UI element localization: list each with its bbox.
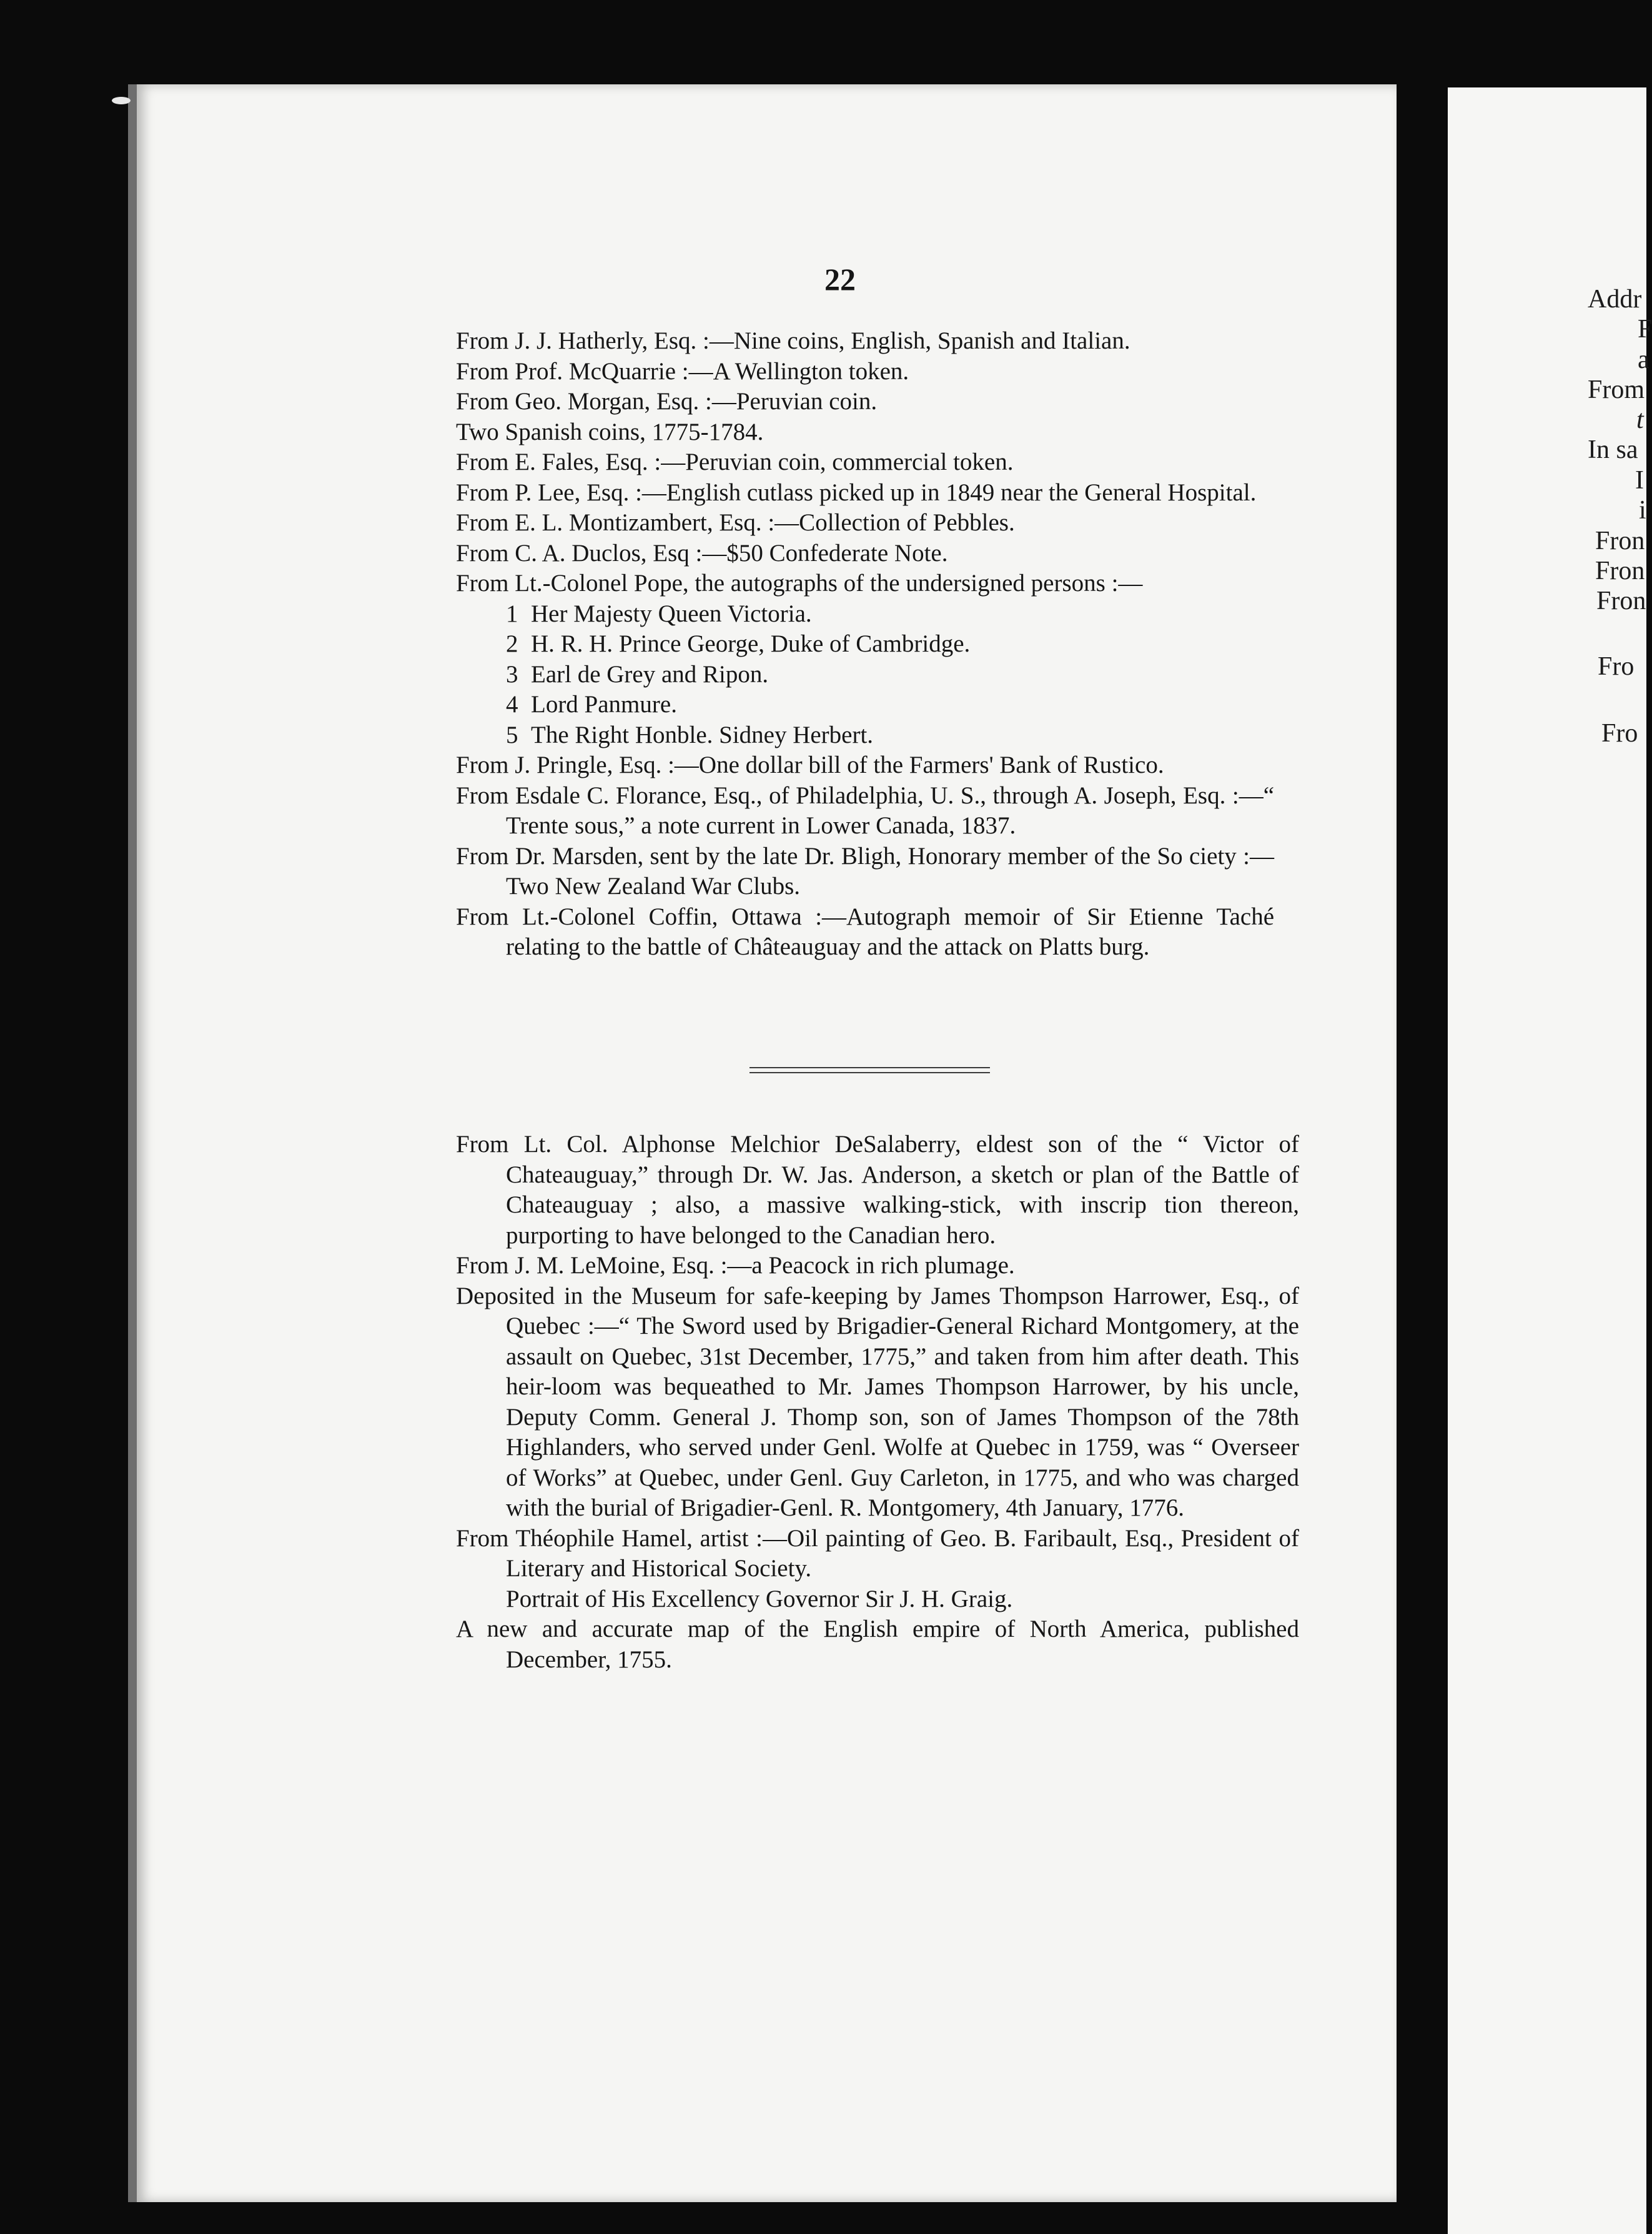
- autograph-name: Her Majesty Queen Victoria.: [531, 600, 812, 627]
- autograph-list-item: [456, 629, 1274, 660]
- donation-entry: From Lt.-Colonel Coffin, Ottawa :—Autograph memoir of Sir Etienne Taché relating to the battle of Châteauguay and the attack on Platts burg.: [456, 903, 1274, 960]
- autograph-list-item: [456, 599, 1274, 630]
- autograph-number: 2: [506, 630, 518, 657]
- donation-entry: From Lt. Col. Alphonse Melchior DeSalaberry, eldest son of the “ Victor of Chateauguay,” through Dr. W. Jas. Anderson, a sketch or plan of the Battle of Chateauguay ; also, a massive walking-stick, with inscrip tion thereon, purporting to have belonged to the Canadian hero.: [456, 1131, 1299, 1249]
- donation-entry: From J. J. Hatherly, Esq. :—Nine coins, English, Spanish and Italian.: [456, 327, 1130, 354]
- right-page-fragment: Fro: [1598, 652, 1635, 681]
- autograph-number: 3: [506, 660, 518, 688]
- autograph-number: 5: [506, 721, 518, 748]
- right-page-fragment: i: [1639, 496, 1646, 525]
- donation-entry: From Esdale C. Florance, Esq., of Philadelphia, U. S., through A. Joseph, Esq. :—“ Trente sous,” a note current in Lower Canada, 1837.: [456, 782, 1274, 839]
- donation-entry: From Lt.-Colonel Pope, the autographs of the undersigned persons :—: [456, 570, 1143, 597]
- donations-list-second-section: [456, 1129, 1299, 1675]
- donation-entry: From E. Fales, Esq. :—Peruvian coin, commercial token.: [456, 449, 1014, 475]
- right-page-fragment: Fro: [1601, 719, 1638, 748]
- autograph-name: Lord Panmure.: [531, 691, 677, 718]
- donations-list-first-section: [456, 326, 1274, 963]
- donation-entry: From J. M. LeMoine, Esq. :—a Peacock in rich plumage.: [456, 1252, 1015, 1279]
- donation-entry: Two Spanish coins, 1775-1784.: [456, 418, 764, 445]
- right-page-fragment: a: [1638, 345, 1650, 374]
- donation-entry: From E. L. Montizambert, Esq. :—Collection of Pebbles.: [456, 509, 1015, 536]
- autograph-name: Earl de Grey and Ripon.: [531, 660, 769, 688]
- right-page-fragment: t: [1636, 405, 1644, 434]
- donation-entry: From Prof. McQuarrie :—A Wellington token.: [456, 357, 909, 385]
- autograph-list-item: [456, 660, 1274, 690]
- donation-entry: Portrait of His Excellency Governor Sir J. H. Graig.: [506, 1585, 1013, 1612]
- right-page-fragment: F: [1638, 315, 1652, 344]
- donation-entry: A new and accurate map of the English empire of North America, published December, 1755.: [456, 1616, 1299, 1673]
- right-page-fragment: Addr: [1588, 285, 1642, 314]
- section-divider-rule: [749, 1067, 990, 1073]
- right-page-edge: [1448, 87, 1652, 2234]
- donation-entry: From C. A. Duclos, Esq :—$50 Confederate Note.: [456, 539, 948, 567]
- right-page-fragment: I: [1635, 466, 1644, 495]
- donation-entry: From Dr. Marsden, sent by the late Dr. Bligh, Honorary member of the So ciety :—Two New Zealand War Clubs.: [456, 842, 1274, 900]
- paper-speck: [112, 97, 131, 104]
- right-page-fragment: In sa: [1588, 435, 1638, 464]
- donation-entry: From Geo. Morgan, Esq. :—Peruvian coin.: [456, 388, 878, 415]
- autograph-name: The Right Honble. Sidney Herbert.: [531, 721, 874, 748]
- donation-entry: From Théophile Hamel, artist :—Oil painting of Geo. B. Faribault, Esq., President of Literary and Historical Society.: [456, 1524, 1299, 1582]
- right-page-fragment: Fron: [1595, 557, 1645, 585]
- right-page-fragment: From: [1588, 375, 1645, 404]
- page-number: 22: [824, 262, 856, 297]
- donation-entry: Deposited in the Museum for safe-keeping by James Thompson Harrower, Esq., of Quebec :—“ The Sword used by Brigadier-General Richard Montgomery, at the assault on Quebec, 31st December, 1775,” and taken from him after death. This heir-loom was bequeathed to Mr. James Thompson Harrower, by his uncle, Deputy Comm. General J. Thomp son, son of James Thompson of the 78th Highlanders, who served under Genl. Wolfe at Quebec in 1759, was “ Overseer of Works” at Quebec, under Genl. Guy Carleton, in 1775, and who was charged with the burial of Brigadier-Genl. R. Montgomery, 4th January, 1776.: [456, 1282, 1299, 1521]
- autograph-list-item: [456, 690, 1274, 720]
- donation-entry: From J. Pringle, Esq. :—One dollar bill of the Farmers' Bank of Rustico.: [456, 752, 1164, 778]
- autograph-name: H. R. H. Prince George, Duke of Cambridge.: [531, 630, 971, 657]
- autograph-number: 4: [506, 691, 518, 718]
- right-page-fragment: Fron: [1595, 527, 1645, 555]
- autograph-number: 1: [506, 600, 518, 627]
- right-page-fragment: Fron: [1596, 587, 1646, 615]
- autograph-list-item: [456, 720, 1274, 751]
- donation-entry: From P. Lee, Esq. :—English cutlass picked up in 1849 near the General Hospital.: [456, 479, 1257, 506]
